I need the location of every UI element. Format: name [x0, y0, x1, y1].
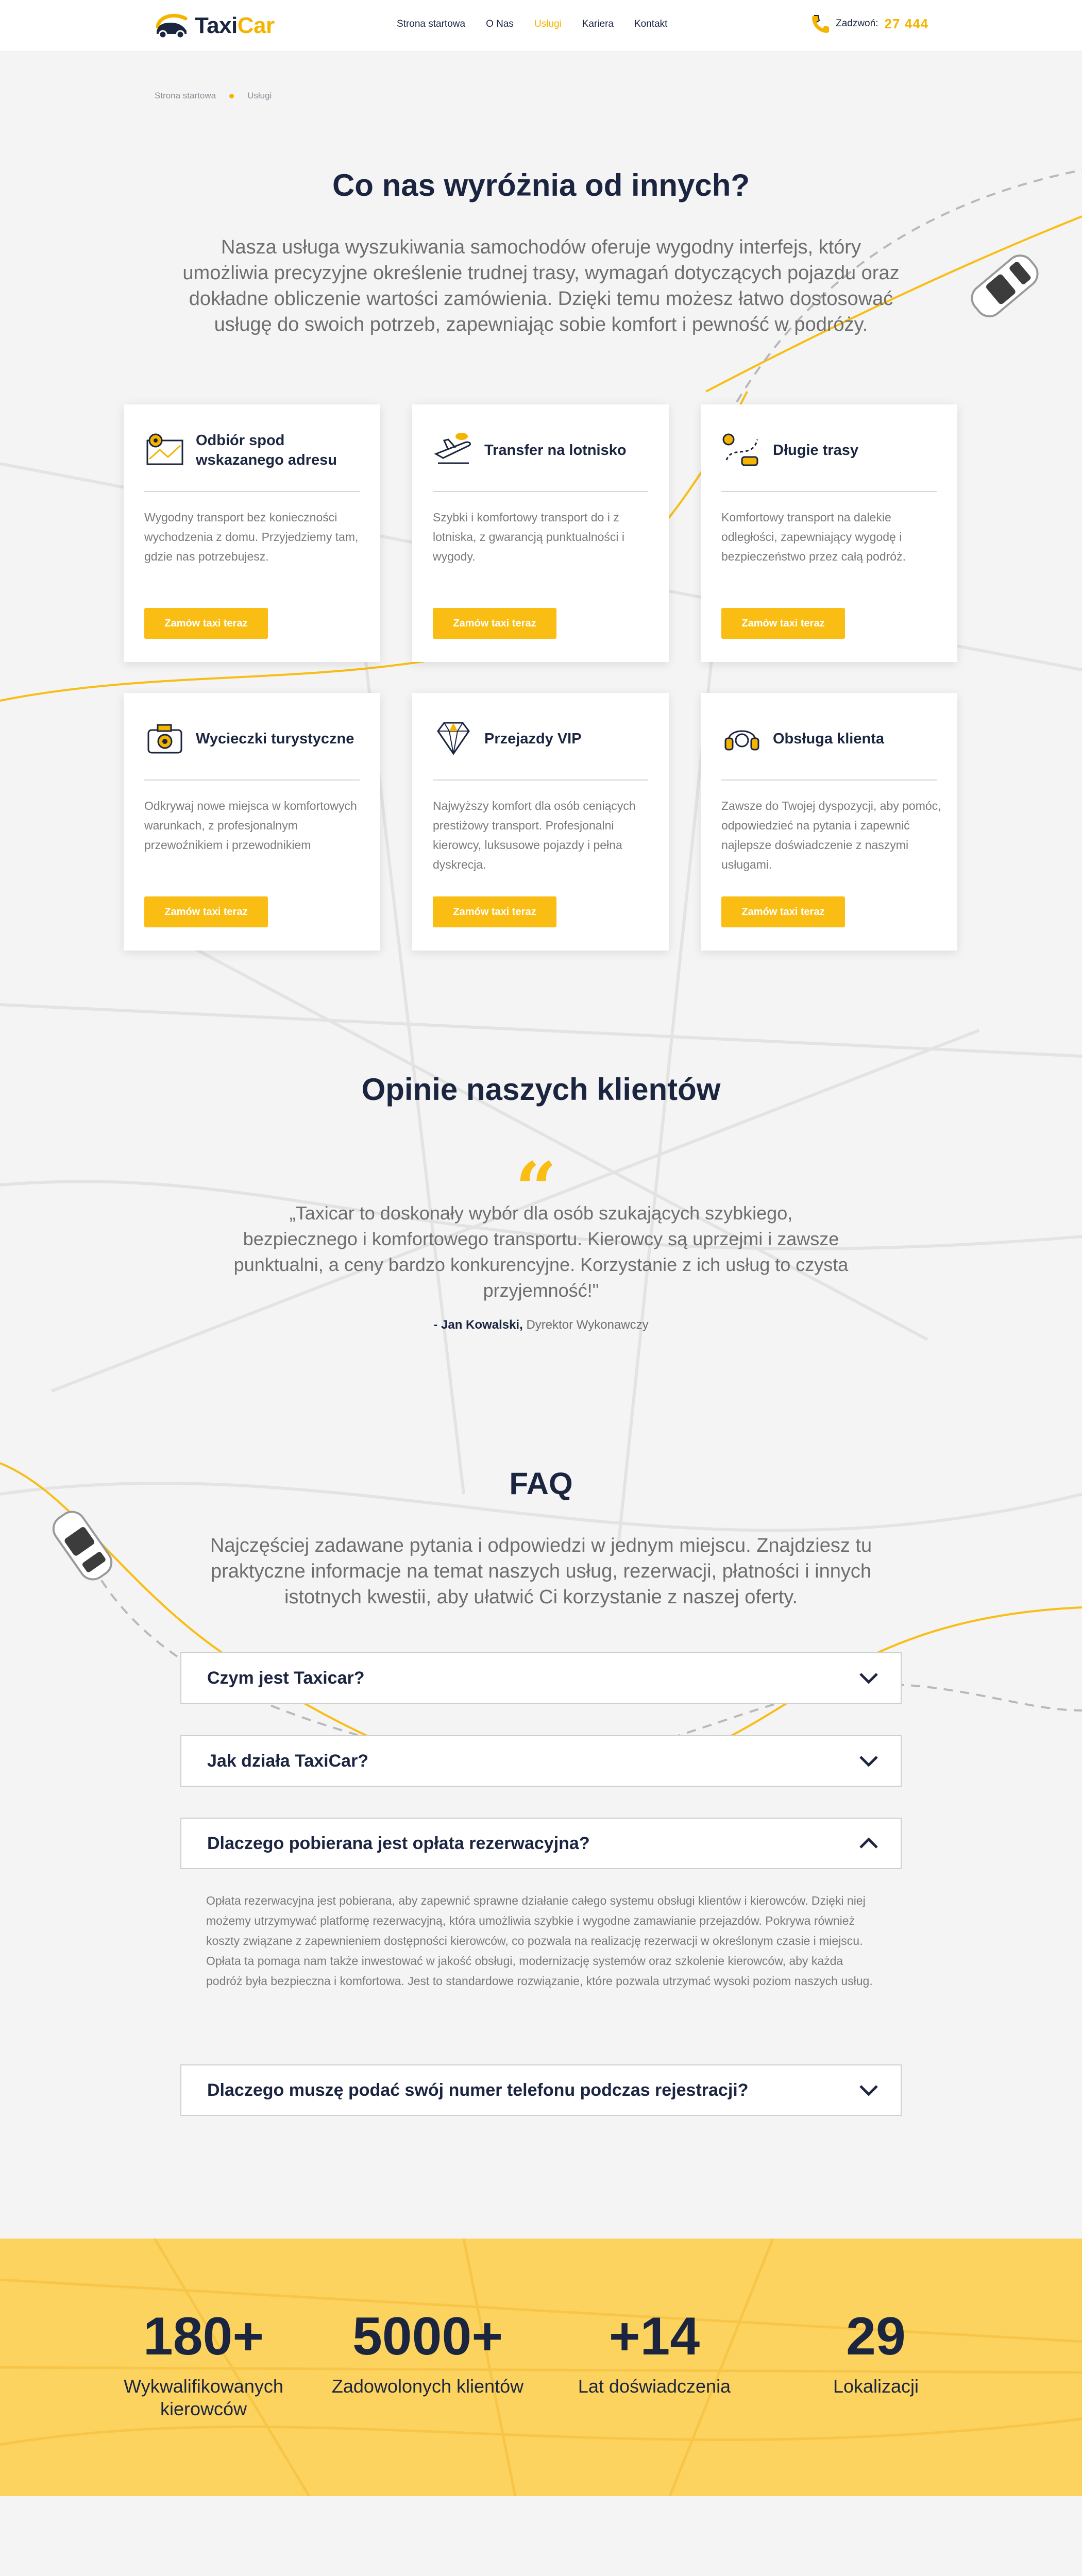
chevron-up-icon — [857, 1833, 880, 1854]
faq-title: FAQ — [509, 1466, 573, 1501]
divider — [721, 779, 937, 781]
faq-item[interactable] — [180, 2064, 902, 2116]
site-header — [0, 0, 1082, 52]
stat-clients — [319, 2308, 536, 2398]
order-taxi-button[interactable]: Zamów taxi teraz — [433, 896, 556, 927]
stat-label: Wykwalifikowanych kierowców — [124, 2376, 283, 2419]
author-name: - Jan Kowalski, — [433, 1318, 523, 1332]
car-left — [48, 1506, 117, 1584]
stat-value: 5000+ — [352, 2307, 503, 2366]
chevron-down-icon — [857, 1751, 880, 1771]
stat-label: Lat doświadczenia — [578, 2376, 731, 2397]
breadcrumb-current: Usługi — [247, 91, 272, 100]
features-title: Co nas wyróżnia od innych? — [332, 168, 750, 202]
nav-contact[interactable]: Kontakt — [634, 19, 668, 29]
stat-years — [546, 2308, 763, 2398]
stats-band — [0, 2239, 1082, 2496]
nav-services[interactable]: Usługi — [534, 19, 562, 29]
chevron-down-icon — [857, 2080, 880, 2100]
airplane-icon — [433, 429, 474, 470]
logo[interactable] — [154, 9, 275, 42]
divider — [433, 491, 648, 492]
stat-value: +14 — [608, 2307, 700, 2366]
service-card-airport — [412, 404, 669, 662]
stat-value: 29 — [846, 2307, 906, 2366]
faq-item[interactable] — [180, 1652, 902, 1704]
service-card-pickup — [124, 404, 380, 662]
card-title: Obsługa klienta — [773, 731, 884, 747]
faq-question: Dlaczego muszę podać swój numer telefonu podczas rejestracji? — [207, 2080, 749, 2100]
long-route-icon — [721, 429, 763, 470]
taxi-car-logo-icon — [154, 11, 190, 40]
service-card-long-routes — [701, 404, 957, 662]
breadcrumb-home[interactable]: Strona startowa — [155, 91, 216, 100]
service-card-vip — [412, 693, 669, 951]
card-description: Szybki i komfortowy transport do i z lotniska, z gwarancją punktualności i wygody. — [433, 511, 625, 563]
logo-taxi-text: Taxi — [195, 13, 238, 38]
features-lead: Nasza usługa wyszukiwania samochodów oferuje wygodny interfejs, który umożliwia precyzyjne określenie trudnej trasy, wymagań dotyczących pojazdu oraz dokładne obliczenie wartości zamówienia. Dzięki temu możesz łatwo dostosować usługę do swoich potrzeb, zapewniając sobie komfort i pewność w podróży. — [182, 236, 900, 335]
stat-drivers — [95, 2308, 312, 2420]
card-description: Odkrywaj nowe miejsca w komfortowych warunkach, z profesjonalnym przewoźnikiem i przewodnikiem — [144, 799, 357, 852]
faq-answer: Opłata rezerwacyjna jest pobierana, aby zapewnić sprawne działanie całego systemu obsługi klientów i kierowców. Dzięki niej możemy utrzymywać platformę rezerwacyjną, która umożliwia szybkie i wygodne zamawianie przejazdów. Pokrywa również koszty związane z zapewnieniem dostępności kierowców, co pozwala na realizację rezerwacji w określonym czasie i miejscu. Opłata ta pomaga nam także inwestować w jakość obsługi, modernizację systemów oraz szkolenie kierowców, aby każda podróż była bezpieczna i komfortowa. Jest to standardowe rozwiązanie, które pozwala utrzymać wysoki poziom naszych usług. — [206, 1894, 873, 1988]
call-number[interactable]: 27 444 — [884, 15, 928, 31]
call-label: Zadzwoń: — [836, 18, 878, 29]
faq-question: Jak działa TaxiCar? — [207, 1751, 369, 1771]
taxi-car-logo-icon — [155, 2573, 216, 2576]
card-description: Najwyższy komfort dla osób ceniących prestiżowy transport. Profesjonalni kierowcy, luksusowe pojazdy i pełna dyskrecja. — [433, 799, 636, 871]
card-title: Przejazdy VIP — [484, 731, 582, 747]
nav-about[interactable]: O Nas — [486, 19, 514, 29]
divider — [144, 491, 360, 492]
faq-question: Czym jest Taxicar? — [207, 1668, 365, 1688]
chevron-down-icon — [857, 1668, 880, 1688]
testimonial-quote: „Taxicar to doskonały wybór dla osób szukających szybkiego, bezpiecznego i komfortowego transportu. Kierowcy są uprzejmi i zawsze punktualni, a ceny bardzo konkurencyjne. Korzystanie z ich usług to czysta przyjemność!" — [233, 1202, 849, 1301]
faq-question: Dlaczego pobierana jest opłata rezerwacyjna? — [207, 1833, 590, 1853]
headset-icon — [721, 718, 763, 759]
stat-label: Lokalizacji — [833, 2376, 919, 2397]
site-footer — [0, 2496, 1082, 2576]
map-pin-icon — [144, 429, 185, 470]
card-title: Odbiór spod wskazanego adresu — [196, 432, 337, 468]
testimonial-author — [0, 1318, 1082, 1332]
divider — [721, 491, 937, 492]
order-taxi-button[interactable]: Zamów taxi teraz — [721, 896, 845, 927]
testimonials-title: Opinie naszych klientów — [361, 1072, 721, 1107]
card-title: Wycieczki turystyczne — [196, 731, 354, 747]
card-title: Transfer na lotnisko — [484, 442, 627, 459]
author-role: Dyrektor Wykonawczy — [526, 1318, 649, 1332]
faq-item-open[interactable] — [180, 1818, 902, 1869]
order-taxi-button[interactable]: Zamów taxi teraz — [433, 608, 556, 639]
order-taxi-button[interactable]: Zamów taxi teraz — [144, 608, 268, 639]
divider — [144, 779, 360, 781]
stat-label: Zadowolonych klientów — [331, 2376, 524, 2397]
quote-icon: “ — [515, 1147, 557, 1231]
car-top-right — [967, 250, 1043, 321]
faq-lead: Najczęściej zadawane pytania i odpowiedzi w jednym miejscu. Znajdziesz tu praktyczne informacje na temat naszych usług, rezerwacji, płatności i innych istotnych kwestii, aby ułatwić Ci korzystanie z naszej oferty. — [210, 1535, 872, 1608]
stat-value: 180+ — [143, 2307, 264, 2366]
order-taxi-button[interactable]: Zamów taxi teraz — [721, 608, 845, 639]
divider — [433, 779, 648, 781]
card-description: Zawsze do Twojej dyspozycji, aby pomóc, odpowiedzieć na pytania i zapewnić najlepsze doświadczenie z naszymi usługami. — [721, 799, 941, 871]
footer-logo[interactable] — [155, 2573, 340, 2576]
service-card-customer-service — [701, 693, 957, 951]
card-description: Komfortowy transport na dalekie odległości, zapewniający wygodę i bezpieczeństwo przez całą podróż. — [721, 511, 906, 563]
nav-career[interactable]: Kariera — [582, 19, 614, 29]
card-title: Długie trasy — [773, 442, 858, 459]
diamond-icon — [433, 718, 474, 759]
call-box[interactable] — [811, 13, 928, 34]
nav-home[interactable]: Strona startowa — [397, 19, 466, 29]
service-card-tours — [124, 693, 380, 951]
card-description: Wygodny transport bez konieczności wychodzenia z domu. Przyjedziemy tam, gdzie nas potrzebujesz. — [144, 511, 359, 563]
stat-locations — [768, 2308, 984, 2398]
faq-item[interactable] — [180, 1735, 902, 1787]
order-taxi-button[interactable]: Zamów taxi teraz — [144, 896, 268, 927]
breadcrumb-separator — [229, 94, 234, 98]
breadcrumb — [155, 91, 272, 101]
phone-icon — [811, 13, 830, 34]
main-nav — [397, 19, 667, 30]
camera-icon — [144, 718, 185, 759]
logo-car-text: Car — [237, 13, 275, 38]
